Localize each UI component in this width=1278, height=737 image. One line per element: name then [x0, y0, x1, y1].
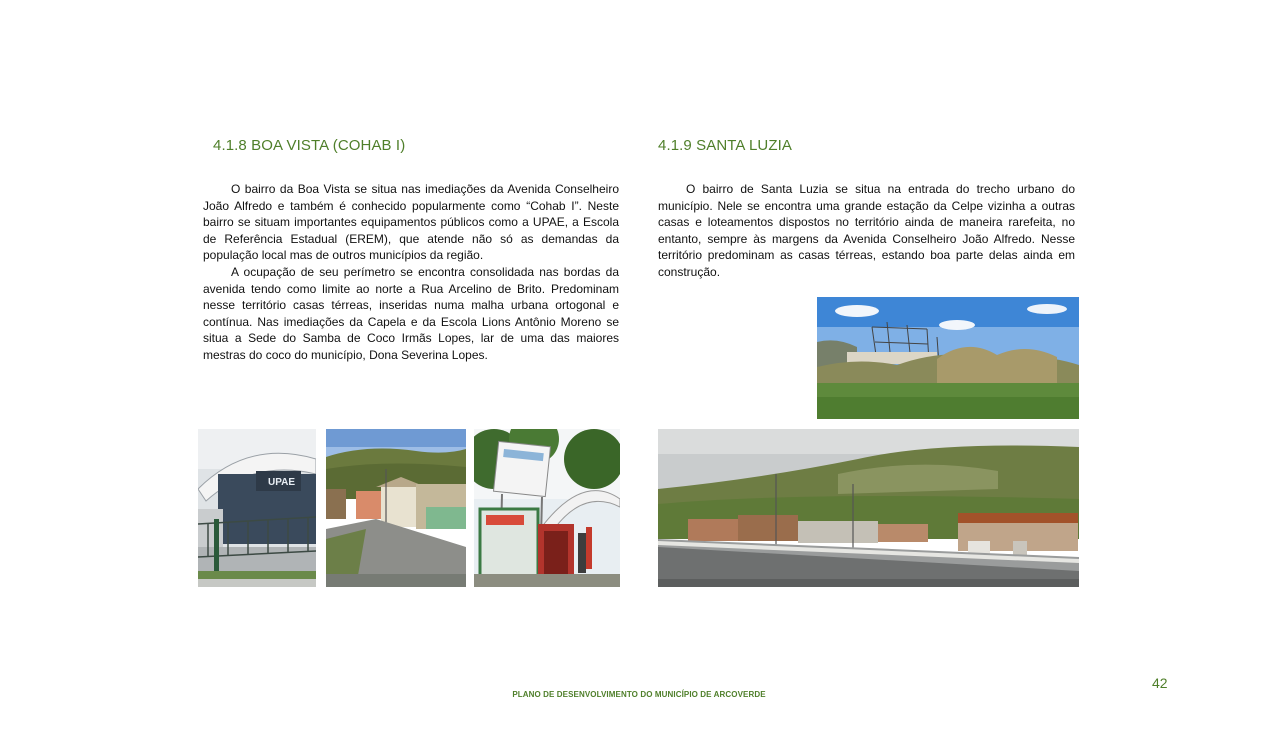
photo-street-houses	[326, 429, 466, 587]
photo-celpe-station	[817, 297, 1079, 419]
upae-sign-text: UPAE	[268, 477, 296, 488]
boa-vista-paragraph-2: A ocupação de seu perímetro se encontra consolidada nas bordas da avenida tendo como limite ao norte a Rua Arcelino de Brito. Predominam nesse território casas térreas, inseridas numa malha urbana ortogonal e contínua. Nas imediações da Capela e da Escola Lions Antônio Moreno se situa a Sede do Samba de Coco Irmãs Lopes, lar de uma das maiores mestras do coco do município, Dona Severina Lopes.	[203, 264, 619, 362]
boa-vista-paragraph-1: O bairro da Boa Vista se situa nas imediações da Avenida Conselheiro João Alfredo e também é conhecido popularmente como “Cohab I”. Neste bairro se situam importantes equipamentos públicos como a UPAE, a Escola de Referência Estadual (EREM), que atende não só as demandas da população local mas de outros municípios da região.	[203, 182, 619, 263]
footer-title: PLANO DE DESENVOLVIMENTO DO MUNICÍPIO DE ARCOVERDE	[512, 690, 766, 699]
boa-vista-text	[203, 181, 619, 364]
photo-upae-building	[198, 429, 316, 587]
page-number: 42	[1152, 675, 1168, 691]
photo-sign-gate	[474, 429, 620, 587]
santa-luzia-text	[658, 181, 1075, 281]
santa-luzia-paragraph-1: O bairro de Santa Luzia se situa na entrada do trecho urbano do município. Nele se encontra uma grande estação da Celpe vizinha a outras casas e loteamentos dispostos no território ainda de maneira rarefeita, no entanto, sempre às margens da Avenida Conselheiro João Alfredo. Nesse território predominam as casas térreas, estando boa parte delas ainda em construção.	[658, 182, 1075, 279]
photo-santa-luzia-panorama	[658, 429, 1079, 587]
section-heading-boa-vista: 4.1.8 BOA VISTA (COHAB I)	[213, 137, 406, 154]
section-heading-santa-luzia: 4.1.9 SANTA LUZIA	[658, 137, 792, 154]
